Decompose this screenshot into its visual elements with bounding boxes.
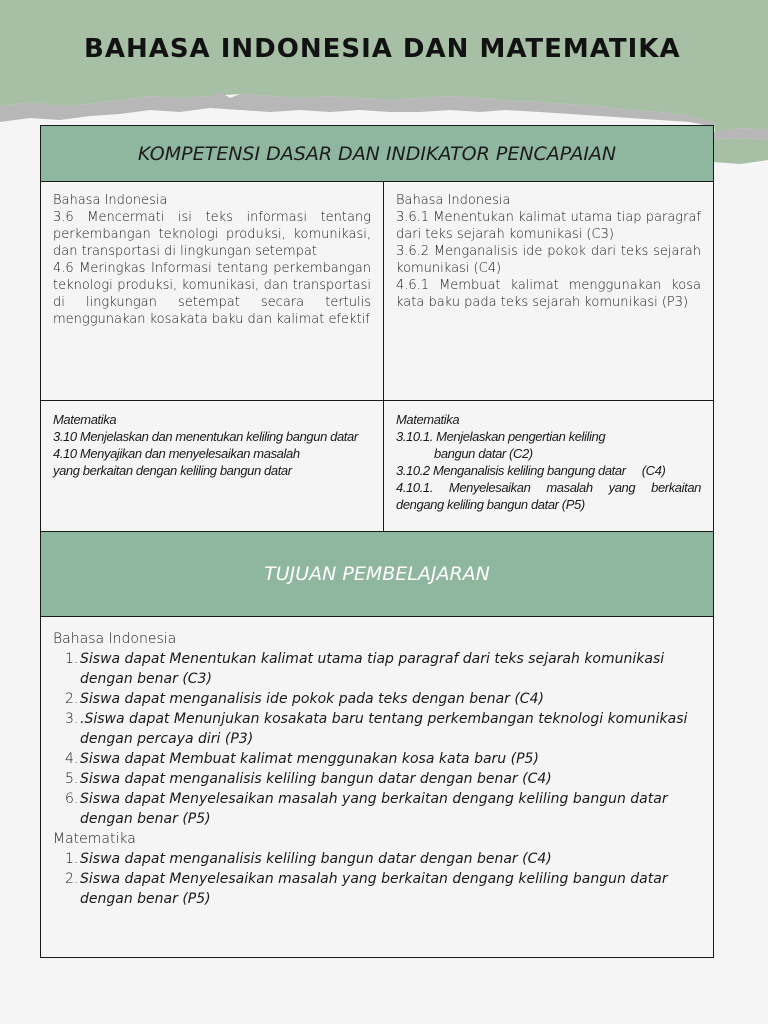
- list-item-text: Siswa dapat Menyelesaikan masalah yang berkaitan dengang keliling bangun datar dengan benar (P5): [80, 791, 668, 827]
- indikator-bahasa-item: 3.6.1 Menentukan kalimat utama tiap paragraf dari teks sejarah komunikasi (C3): [396, 210, 701, 242]
- header-band-right-strip: [714, 138, 768, 164]
- kd-bahasa-cell: [41, 182, 384, 401]
- tujuan-bahasa-list: [53, 649, 693, 829]
- document-table: [40, 125, 714, 958]
- tujuan-header-label: TUJUAN PEMBELAJARAN: [264, 563, 490, 585]
- indikator-bahasa-cell: [384, 182, 713, 401]
- indikator-matematika-cell: [384, 401, 713, 531]
- page-title: BAHASA INDONESIA DAN MATEMATIKA: [84, 34, 681, 64]
- kd-matematika-cell: [41, 401, 384, 531]
- list-item: [53, 689, 693, 709]
- list-item-text: .Siswa dapat Menunjukan kosakata baru tentang perkembangan teknologi komunikasi dengan percaya diri (P3): [80, 711, 688, 747]
- list-item-text: Siswa dapat menganalisis keliling bangun datar dengan benar (C4): [80, 851, 552, 867]
- list-item-number: 3.: [65, 711, 79, 727]
- tujuan-matematika-list: [53, 849, 693, 909]
- kd-matematika-item: yang berkaitan dengan keliling bangun datar: [53, 463, 292, 478]
- indikator-matematika-item: bangun datar (C2): [434, 446, 533, 461]
- kompetensi-header-label: KOMPETENSI DASAR DAN INDIKATOR PENCAPAIAN: [137, 142, 617, 165]
- indikator-matematika-item: 3.10.2 Menganalisis keliling bangung datar (C4): [396, 463, 666, 478]
- tujuan-header: [41, 531, 713, 617]
- kd-matematika-item: 3.10 Menjelaskan dan menentukan keliling bangun datar: [53, 429, 358, 444]
- kd-bahasa-item: 3.6 Mencermati isi teks informasi tentang perkembangan teknologi produksi, komunikasi, dan transportasi di lingkungan setempat: [53, 210, 371, 259]
- indikator-matematika-item: 3.10.1. Menjelaskan pengertian keliling: [396, 429, 606, 444]
- kd-matematika-item: 4.10 Menyajikan dan menyelesaikan masalah: [53, 446, 300, 461]
- list-item-text: Siswa dapat menganalisis keliling bangun datar dengan benar (C4): [80, 771, 552, 787]
- kd-matematika-subject: Matematika: [53, 412, 117, 427]
- indikator-matematika-subject: Matematika: [396, 412, 460, 427]
- list-item-number: 6.: [65, 791, 79, 807]
- list-item-number: 1.: [65, 651, 79, 667]
- list-item: [53, 789, 693, 829]
- list-item-text: Siswa dapat Menyelesaikan masalah yang berkaitan dengang keliling bangun datar dengan benar (P5): [80, 871, 668, 907]
- kompetensi-header: [41, 126, 713, 182]
- list-item: [53, 849, 693, 869]
- list-item: [53, 769, 693, 789]
- tujuan-content: [41, 617, 713, 919]
- list-item: [53, 709, 693, 749]
- list-item-number: 2.: [65, 871, 79, 887]
- list-item-text: Siswa dapat Membuat kalimat menggunakan kosa kata baru (P5): [80, 751, 539, 767]
- list-item: [53, 869, 693, 909]
- list-item-number: 4.: [65, 751, 79, 767]
- indikator-bahasa-item: 3.6.2 Menganalisis ide pokok dari teks sejarah komunikasi (C4): [396, 244, 701, 276]
- indikator-bahasa-subject: Bahasa Indonesia: [396, 193, 511, 208]
- kd-bahasa-subject: Bahasa Indonesia: [53, 193, 168, 208]
- tujuan-bahasa-subject: Bahasa Indonesia: [53, 631, 177, 647]
- list-item-number: 2.: [65, 691, 79, 707]
- indikator-matematika-item: 4.10.1. Menyelesaikan masalah yang berkaitan dengang keliling bangun datar (P5): [396, 480, 701, 512]
- indikator-bahasa-item: 4.6.1 Membuat kalimat menggunakan kosa kata baku pada teks sejarah komunikasi (P3): [396, 278, 701, 310]
- list-item-number: 5.: [65, 771, 79, 787]
- tujuan-matematika-subject: Matematika: [53, 831, 136, 847]
- kd-bahasa-item: 4.6 Meringkas Informasi tentang perkembangan teknologi produksi, komunikasi, dan transportasi di lingkungan setempat secara tertulis menggunakan kosakata baku dan kalimat efektif: [53, 261, 371, 327]
- list-item-text: Siswa dapat Menentukan kalimat utama tiap paragraf dari teks sejarah komunikasi dengan benar (C3): [80, 651, 665, 687]
- list-item: [53, 749, 693, 769]
- list-item: [53, 649, 693, 689]
- list-item-number: 1.: [65, 851, 79, 867]
- list-item-text: Siswa dapat menganalisis ide pokok pada teks dengan benar (C4): [80, 691, 544, 707]
